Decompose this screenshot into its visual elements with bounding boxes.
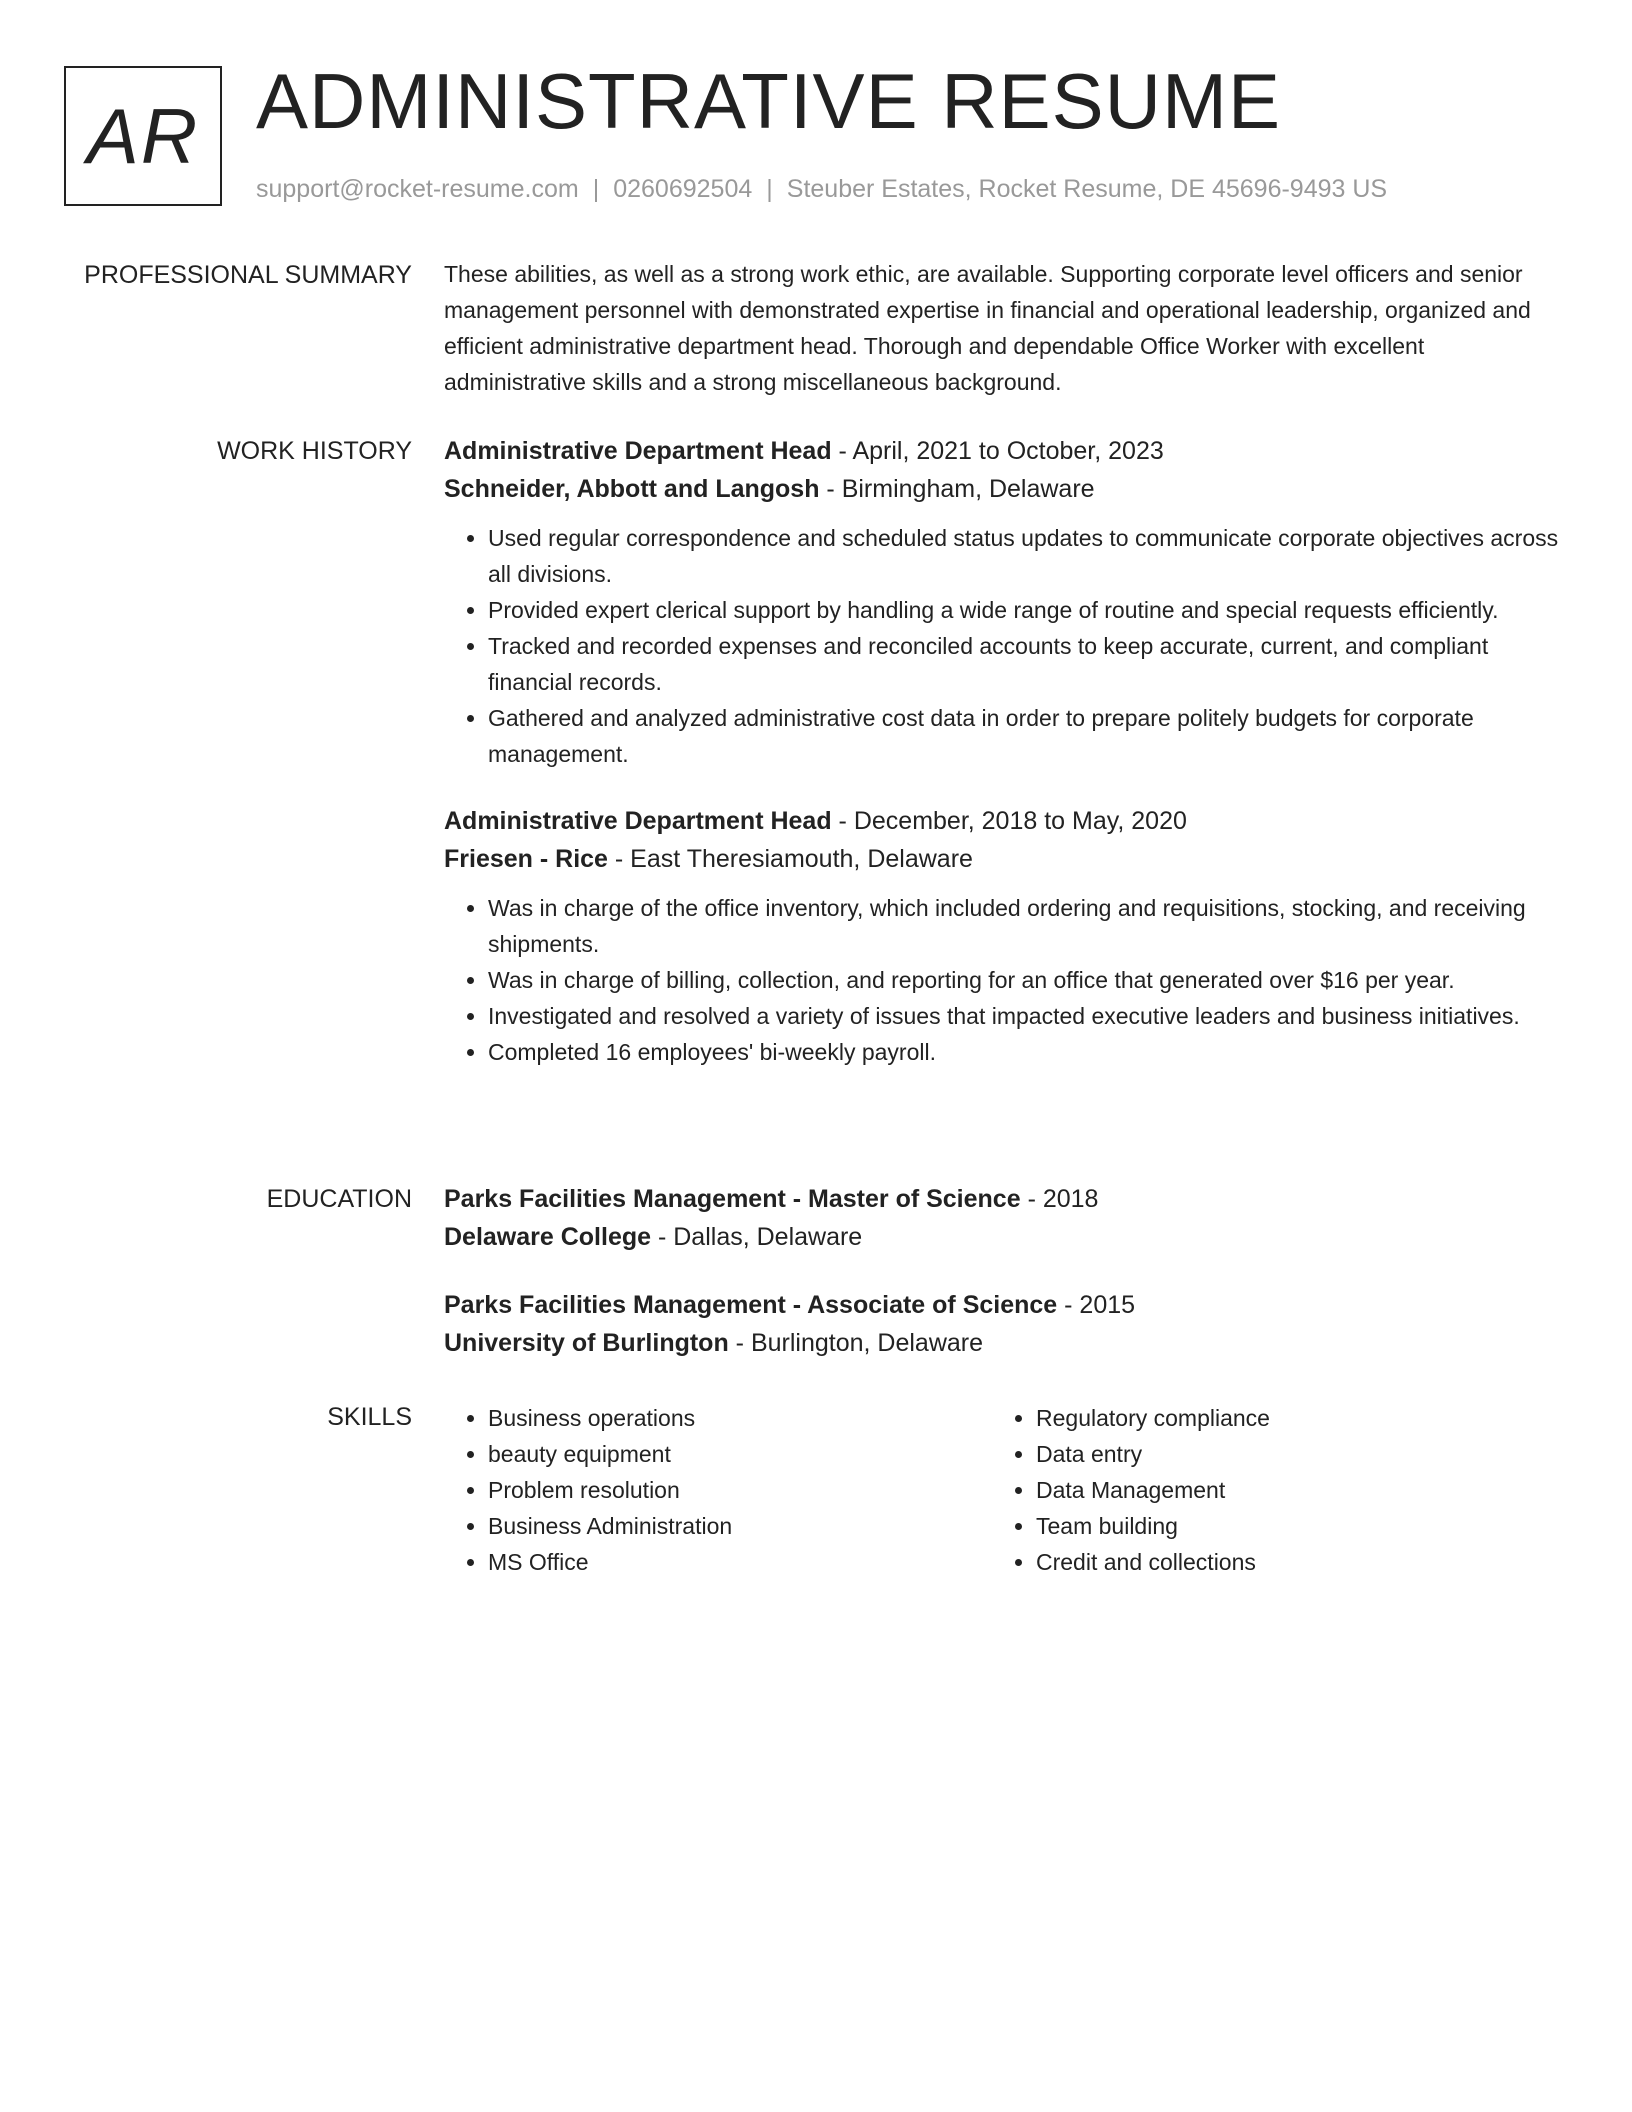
education-degree-line	[444, 1180, 1566, 1218]
skill-item: • beauty equipment	[488, 1436, 992, 1472]
contact-separator: |	[766, 175, 773, 203]
skills-heading: SKILLS	[327, 1403, 412, 1431]
education-content	[444, 1180, 1566, 1392]
job-bullets	[444, 890, 1566, 1070]
education-school: University of Burlington	[444, 1329, 729, 1357]
skills-columns	[444, 1400, 1566, 1580]
job-bullet: • Provided expert clerical support by handling a wide range of routine and special requests efficiently.	[488, 592, 1566, 628]
job-title: Administrative Department Head	[444, 437, 832, 465]
job-dates: - December, 2018 to May, 2020	[831, 807, 1187, 835]
monogram-initials: AR	[86, 91, 200, 180]
summary-heading: PROFESSIONAL SUMMARY	[84, 261, 412, 289]
education-location: - Dallas, Delaware	[651, 1223, 863, 1251]
contact-address: Steuber Estates, Rocket Resume, DE 45696-9493 US	[786, 175, 1388, 203]
job-title-line	[444, 432, 1566, 470]
skill-item: • Data entry	[1036, 1436, 1540, 1472]
skill-item: • Team building	[1036, 1508, 1540, 1544]
skill-item: • Business operations	[488, 1400, 992, 1436]
job-bullet: • Tracked and recorded expenses and reconciled accounts to keep accurate, current, and compliant financial records.	[488, 628, 1566, 700]
job-title-line	[444, 802, 1566, 840]
job-dates: - April, 2021 to October, 2023	[831, 437, 1164, 465]
skill-item: • Business Administration	[488, 1508, 992, 1544]
skills-list-right	[992, 1400, 1540, 1580]
education-heading: EDUCATION	[266, 1185, 412, 1213]
education-school-line	[444, 1218, 1566, 1256]
skills-list-left	[444, 1400, 992, 1580]
job-bullet: • Gathered and analyzed administrative cost data in order to prepare politely budgets for corporate management.	[488, 700, 1566, 772]
education-entry	[444, 1180, 1566, 1256]
skill-item: • Regulatory compliance	[1036, 1400, 1540, 1436]
monogram-badge	[64, 66, 222, 206]
contact-email: support@rocket-resume.com	[256, 175, 579, 203]
education-school-line	[444, 1324, 1566, 1362]
summary-text: These abilities, as well as a strong work ethic, are available. Supporting corporate level officers and senior management personnel with demonstrated expertise in financial and operational leadership, organized and efficient administrative department head. Thorough and dependable Office Worker with excellent administrative skills and a strong miscellaneous background.	[444, 261, 1531, 395]
job-bullets	[444, 520, 1566, 772]
education-year: - 2015	[1057, 1291, 1136, 1319]
contact-line	[256, 174, 1387, 204]
job-bullet: • Investigated and resolved a variety of issues that impacted executive leaders and business initiatives.	[488, 998, 1566, 1034]
work-history-content	[444, 432, 1566, 1100]
job-company-line	[444, 840, 1566, 878]
education-degree: Parks Facilities Management - Master of Science	[444, 1185, 1021, 1213]
skill-item: • Data Management	[1036, 1472, 1540, 1508]
summary-content	[444, 256, 1566, 400]
education-degree-line	[444, 1286, 1566, 1324]
job-company-line	[444, 470, 1566, 508]
job-entry	[444, 802, 1566, 1070]
job-bullet: • Was in charge of billing, collection, and reporting for an office that generated over $16 per year.	[488, 962, 1566, 998]
education-degree: Parks Facilities Management - Associate of Science	[444, 1291, 1058, 1319]
skill-item: • Problem resolution	[488, 1472, 992, 1508]
job-bullet: • Used regular correspondence and scheduled status updates to communicate corporate objectives across all divisions.	[488, 520, 1566, 592]
education-entry	[444, 1286, 1566, 1362]
job-location: - Birmingham, Delaware	[819, 475, 1095, 503]
skill-item: • Credit and collections	[1036, 1544, 1540, 1580]
work-history-heading: WORK HISTORY	[217, 437, 412, 465]
job-location: - East Theresiamouth, Delaware	[607, 845, 973, 873]
job-bullet: • Completed 16 employees' bi-weekly payroll.	[488, 1034, 1566, 1070]
job-title: Administrative Department Head	[444, 807, 832, 835]
contact-phone: 0260692504	[613, 175, 753, 203]
job-entry	[444, 432, 1566, 772]
contact-separator: |	[592, 175, 600, 203]
education-year: - 2018	[1020, 1185, 1099, 1213]
skills-content	[444, 1400, 1566, 1580]
education-location: - Burlington, Delaware	[728, 1329, 984, 1357]
skill-item: • MS Office	[488, 1544, 992, 1580]
job-company: Friesen - Rice	[444, 845, 608, 873]
resume-title: ADMINISTRATIVE RESUME	[256, 57, 1281, 145]
education-school: Delaware College	[444, 1223, 652, 1251]
job-company: Schneider, Abbott and Langosh	[444, 475, 820, 503]
job-bullet: • Was in charge of the office inventory, which included ordering and requisitions, stocking, and receiving shipments.	[488, 890, 1566, 962]
